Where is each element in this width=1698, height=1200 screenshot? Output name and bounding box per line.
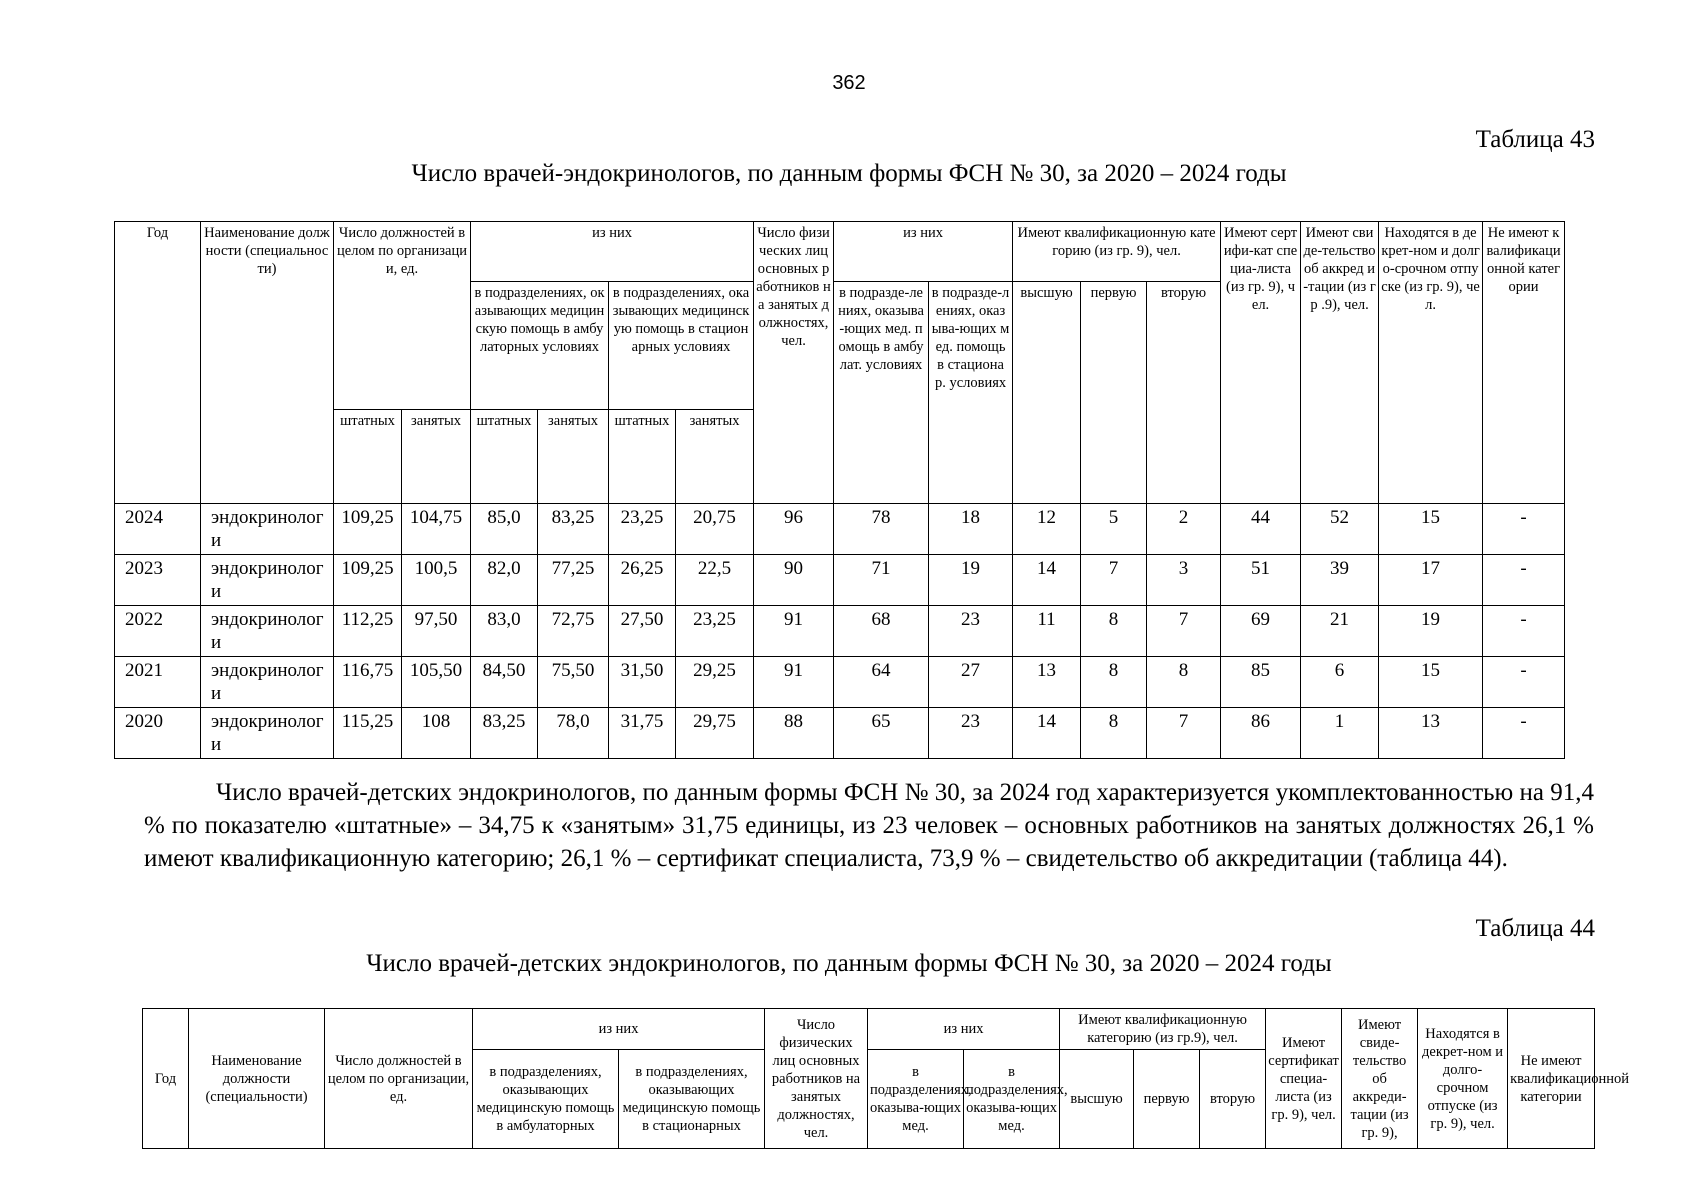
- t43-cell-accr: 39: [1301, 555, 1379, 606]
- t44-header-highest: высшую: [1060, 1050, 1134, 1149]
- t43-cell-phys-amb: 65: [834, 708, 929, 759]
- t43-header-staff: штатных: [609, 410, 676, 504]
- t43-cell-phys: 91: [754, 657, 834, 708]
- t43-cell-amb-z: 83,25: [538, 504, 609, 555]
- t43-cell-st-s: 31,50: [609, 657, 676, 708]
- t43-cell-cert: 86: [1221, 708, 1301, 759]
- t43-cell-noq: -: [1483, 708, 1565, 759]
- t43-cell-phys: 90: [754, 555, 834, 606]
- t43-header-maternity: Находятся в декрет-ном и долго-срочном отпуске (из гр. 9), чел.: [1379, 222, 1483, 504]
- t43-cell-year: 2022: [115, 606, 201, 657]
- t43-cell-q-first: 8: [1081, 708, 1147, 759]
- t43-cell-amb-z: 75,50: [538, 657, 609, 708]
- t43-header-first: первую: [1081, 282, 1147, 504]
- t43-cell-q-second: 7: [1147, 606, 1221, 657]
- t43-cell-phys-st: 19: [929, 555, 1013, 606]
- table-row: [115, 657, 1565, 708]
- t43-cell-noq: -: [1483, 555, 1565, 606]
- t43-cell-q-first: 5: [1081, 504, 1147, 555]
- t43-cell-accr: 21: [1301, 606, 1379, 657]
- t44-header-inpatient: в подразделениях, оказывающих медицинскую помощь в стационарных: [619, 1050, 765, 1149]
- t43-cell-amb-z: 78,0: [538, 708, 609, 759]
- t43-cell-st-s: 31,75: [609, 708, 676, 759]
- t43-cell-q-high: 14: [1013, 708, 1081, 759]
- t43-cell-accr: 6: [1301, 657, 1379, 708]
- t43-cell-q-second: 7: [1147, 708, 1221, 759]
- t43-cell-tot-z: 100,5: [402, 555, 471, 606]
- table-row: [115, 708, 1565, 759]
- t43-cell-year: 2023: [115, 555, 201, 606]
- t43-cell-amb-s: 84,50: [471, 657, 538, 708]
- t43-cell-phys: 96: [754, 504, 834, 555]
- table-43-title: Число врачей-эндокринологов, по данным формы ФСН № 30, за 2020 – 2024 годы: [411, 160, 1287, 187]
- t43-header-position: Наименование должности (специальности): [201, 222, 334, 504]
- t43-cell-cert: 85: [1221, 657, 1301, 708]
- t43-cell-phys: 88: [754, 708, 834, 759]
- t43-cell-q-high: 12: [1013, 504, 1081, 555]
- t43-cell-q-first: 7: [1081, 555, 1147, 606]
- t43-cell-st-z: 22,5: [676, 555, 754, 606]
- t43-cell-st-z: 20,75: [676, 504, 754, 555]
- t43-cell-phys: 91: [754, 606, 834, 657]
- table-43-label: Таблица 43: [1475, 126, 1595, 153]
- t43-cell-st-z: 29,75: [676, 708, 754, 759]
- t44-header-no-category: Не имеют квалификационной категории: [1508, 1009, 1595, 1149]
- t43-cell-mat: 13: [1379, 708, 1483, 759]
- t43-header-staff: штатных: [334, 410, 402, 504]
- t43-cell-st-s: 27,50: [609, 606, 676, 657]
- t44-header-position: Наименование должности (специальности): [189, 1009, 325, 1149]
- t43-cell-year: 2024: [115, 504, 201, 555]
- t43-cell-amb-s: 83,25: [471, 708, 538, 759]
- t43-header-outpatient-short: в подразде-лениях, оказыва-ющих мед. помощь в амбулат. условиях: [834, 282, 929, 504]
- t44-header-physical-persons: Число физических лиц основных работников на занятых должностях, чел.: [765, 1009, 868, 1149]
- t43-cell-tot-s: 112,25: [334, 606, 402, 657]
- t43-cell-amb-z: 72,75: [538, 606, 609, 657]
- t43-header-accreditation: Имеют свиде-тельство об аккред и-тации (из гр .9), чел.: [1301, 222, 1379, 504]
- t43-cell-phys-amb: 78: [834, 504, 929, 555]
- t43-cell-st-s: 26,25: [609, 555, 676, 606]
- t43-cell-q-high: 14: [1013, 555, 1081, 606]
- t43-cell-mat: 17: [1379, 555, 1483, 606]
- t43-cell-st-z: 23,25: [676, 606, 754, 657]
- t44-header-year: Год: [143, 1009, 189, 1149]
- t44-header-positions-total: Число должностей в целом по организации, ед.: [325, 1009, 473, 1149]
- table-row: [115, 555, 1565, 606]
- t44-header-qualification: Имеют квалификационную категорию (из гр.9), чел.: [1060, 1009, 1266, 1050]
- t43-header-highest: высшую: [1013, 282, 1081, 504]
- t43-cell-phys-amb: 64: [834, 657, 929, 708]
- t43-cell-st-z: 29,25: [676, 657, 754, 708]
- t43-cell-tot-z: 104,75: [402, 504, 471, 555]
- t43-cell-accr: 52: [1301, 504, 1379, 555]
- t43-cell-phys-st: 23: [929, 606, 1013, 657]
- t43-cell-tot-s: 116,75: [334, 657, 402, 708]
- t43-header-certificate: Имеют сертифи-кат специа-листа (из гр. 9), чел.: [1221, 222, 1301, 504]
- t43-cell-phys-st: 18: [929, 504, 1013, 555]
- t43-cell-amb-z: 77,25: [538, 555, 609, 606]
- t43-cell-amb-s: 83,0: [471, 606, 538, 657]
- t43-header-occupied: занятых: [676, 410, 754, 504]
- t43-cell-phys-st: 23: [929, 708, 1013, 759]
- t43-cell-mat: 15: [1379, 504, 1483, 555]
- t44-header-first: первую: [1134, 1050, 1200, 1149]
- t43-cell-tot-s: 109,25: [334, 555, 402, 606]
- table-44-label: Таблица 44: [1475, 915, 1595, 942]
- t43-cell-accr: 1: [1301, 708, 1379, 759]
- t43-cell-q-high: 13: [1013, 657, 1081, 708]
- t43-cell-q-second: 8: [1147, 657, 1221, 708]
- t43-cell-mat: 19: [1379, 606, 1483, 657]
- t43-cell-amb-s: 85,0: [471, 504, 538, 555]
- t43-header-year: Год: [115, 222, 201, 504]
- t44-header-second: вторую: [1200, 1050, 1266, 1149]
- t43-header-occupied: занятых: [402, 410, 471, 504]
- t43-cell-year: 2021: [115, 657, 201, 708]
- t44-header-maternity: Находятся в декрет-ном и долго-срочном отпуске (из гр. 9), чел.: [1418, 1009, 1508, 1149]
- t44-header-certificate: Имеют сертификат специа-листа (из гр. 9), чел.: [1266, 1009, 1342, 1149]
- t43-cell-name: эндокринологи: [201, 606, 334, 657]
- t43-cell-tot-z: 97,50: [402, 606, 471, 657]
- t43-header-outpatient: в подразделениях, оказывающих медицинскую помощь в амбулаторных условиях: [471, 282, 609, 410]
- t43-cell-phys-amb: 68: [834, 606, 929, 657]
- t43-cell-phys-amb: 71: [834, 555, 929, 606]
- t44-header-outpatient-short: в подразделениях, оказыва-ющих мед.: [868, 1050, 964, 1149]
- t43-cell-cert: 69: [1221, 606, 1301, 657]
- t43-header-staff: штатных: [471, 410, 538, 504]
- t43-header-no-category: Не имеют квалификационной категории: [1483, 222, 1565, 504]
- t43-cell-q-second: 3: [1147, 555, 1221, 606]
- t44-header-outpatient: в подразделениях, оказывающих медицинскую помощь в амбулаторных: [473, 1050, 619, 1149]
- t43-header-positions-total: Число должностей в целом по организации, ед.: [334, 222, 471, 410]
- t43-cell-name: эндокринологи: [201, 504, 334, 555]
- t44-header-accreditation: Имеют свиде-тельство об аккреди-тации (из гр. 9),: [1342, 1009, 1418, 1149]
- t44-header-inpatient-short: в подразделениях, оказыва-ющих мед.: [964, 1050, 1060, 1149]
- table-43: [114, 221, 1565, 759]
- t43-header-of-them: из них: [471, 222, 754, 282]
- t43-cell-cert: 51: [1221, 555, 1301, 606]
- t43-cell-cert: 44: [1221, 504, 1301, 555]
- t44-header-of-them-2: из них: [868, 1009, 1060, 1050]
- t43-cell-name: эндокринологи: [201, 657, 334, 708]
- t43-cell-name: эндокринологи: [201, 708, 334, 759]
- t44-header-of-them: из них: [473, 1009, 765, 1050]
- t43-header-inpatient: в подразделениях, оказывающих медицинскую помощь в стационарных условиях: [609, 282, 754, 410]
- t43-header-qualification: Имеют квалификационную категорию (из гр. 9), чел.: [1013, 222, 1221, 282]
- t43-cell-st-s: 23,25: [609, 504, 676, 555]
- table-44-title: Число врачей-детских эндокринологов, по данным формы ФСН № 30, за 2020 – 2024 годы: [366, 950, 1332, 977]
- t43-header-physical-persons: Число физических лиц основных работников на занятых должностях, чел.: [754, 222, 834, 504]
- body-paragraph: Число врачей-детских эндокринологов, по данным формы ФСН № 30, за 2024 год характеризуется укомплектованностью на 91,4 % по показателю «штатные» – 34,75 к «занятым» 31,75 единицы, из 23 человек – основных работников на занятых должностях 26,1 % имеют квалификационную категорию; 26,1 % – сертификат специалиста, 73,9 % – свидетельство об аккредитации (таблица 44).: [144, 779, 1594, 872]
- table-row: [115, 606, 1565, 657]
- page-number: 362: [832, 72, 866, 94]
- t43-header-occupied: занятых: [538, 410, 609, 504]
- t43-cell-name: эндокринологи: [201, 555, 334, 606]
- t43-cell-noq: -: [1483, 657, 1565, 708]
- t43-cell-q-first: 8: [1081, 657, 1147, 708]
- t43-cell-noq: -: [1483, 504, 1565, 555]
- t43-cell-tot-z: 108: [402, 708, 471, 759]
- t43-cell-q-second: 2: [1147, 504, 1221, 555]
- t43-cell-tot-z: 105,50: [402, 657, 471, 708]
- t43-cell-noq: -: [1483, 606, 1565, 657]
- t43-header-of-them-2: из них: [834, 222, 1013, 282]
- t43-cell-year: 2020: [115, 708, 201, 759]
- t43-cell-tot-s: 115,25: [334, 708, 402, 759]
- t43-cell-mat: 15: [1379, 657, 1483, 708]
- table-row: [115, 504, 1565, 555]
- t43-header-second: вторую: [1147, 282, 1221, 504]
- t43-cell-tot-s: 109,25: [334, 504, 402, 555]
- t43-cell-amb-s: 82,0: [471, 555, 538, 606]
- table-44: [142, 1008, 1630, 1149]
- t43-cell-q-high: 11: [1013, 606, 1081, 657]
- t43-cell-q-first: 8: [1081, 606, 1147, 657]
- t43-header-inpatient-short: в подразде-лениях, оказыва-ющих мед. помощь в стациона р. условиях: [929, 282, 1013, 504]
- t43-cell-phys-st: 27: [929, 657, 1013, 708]
